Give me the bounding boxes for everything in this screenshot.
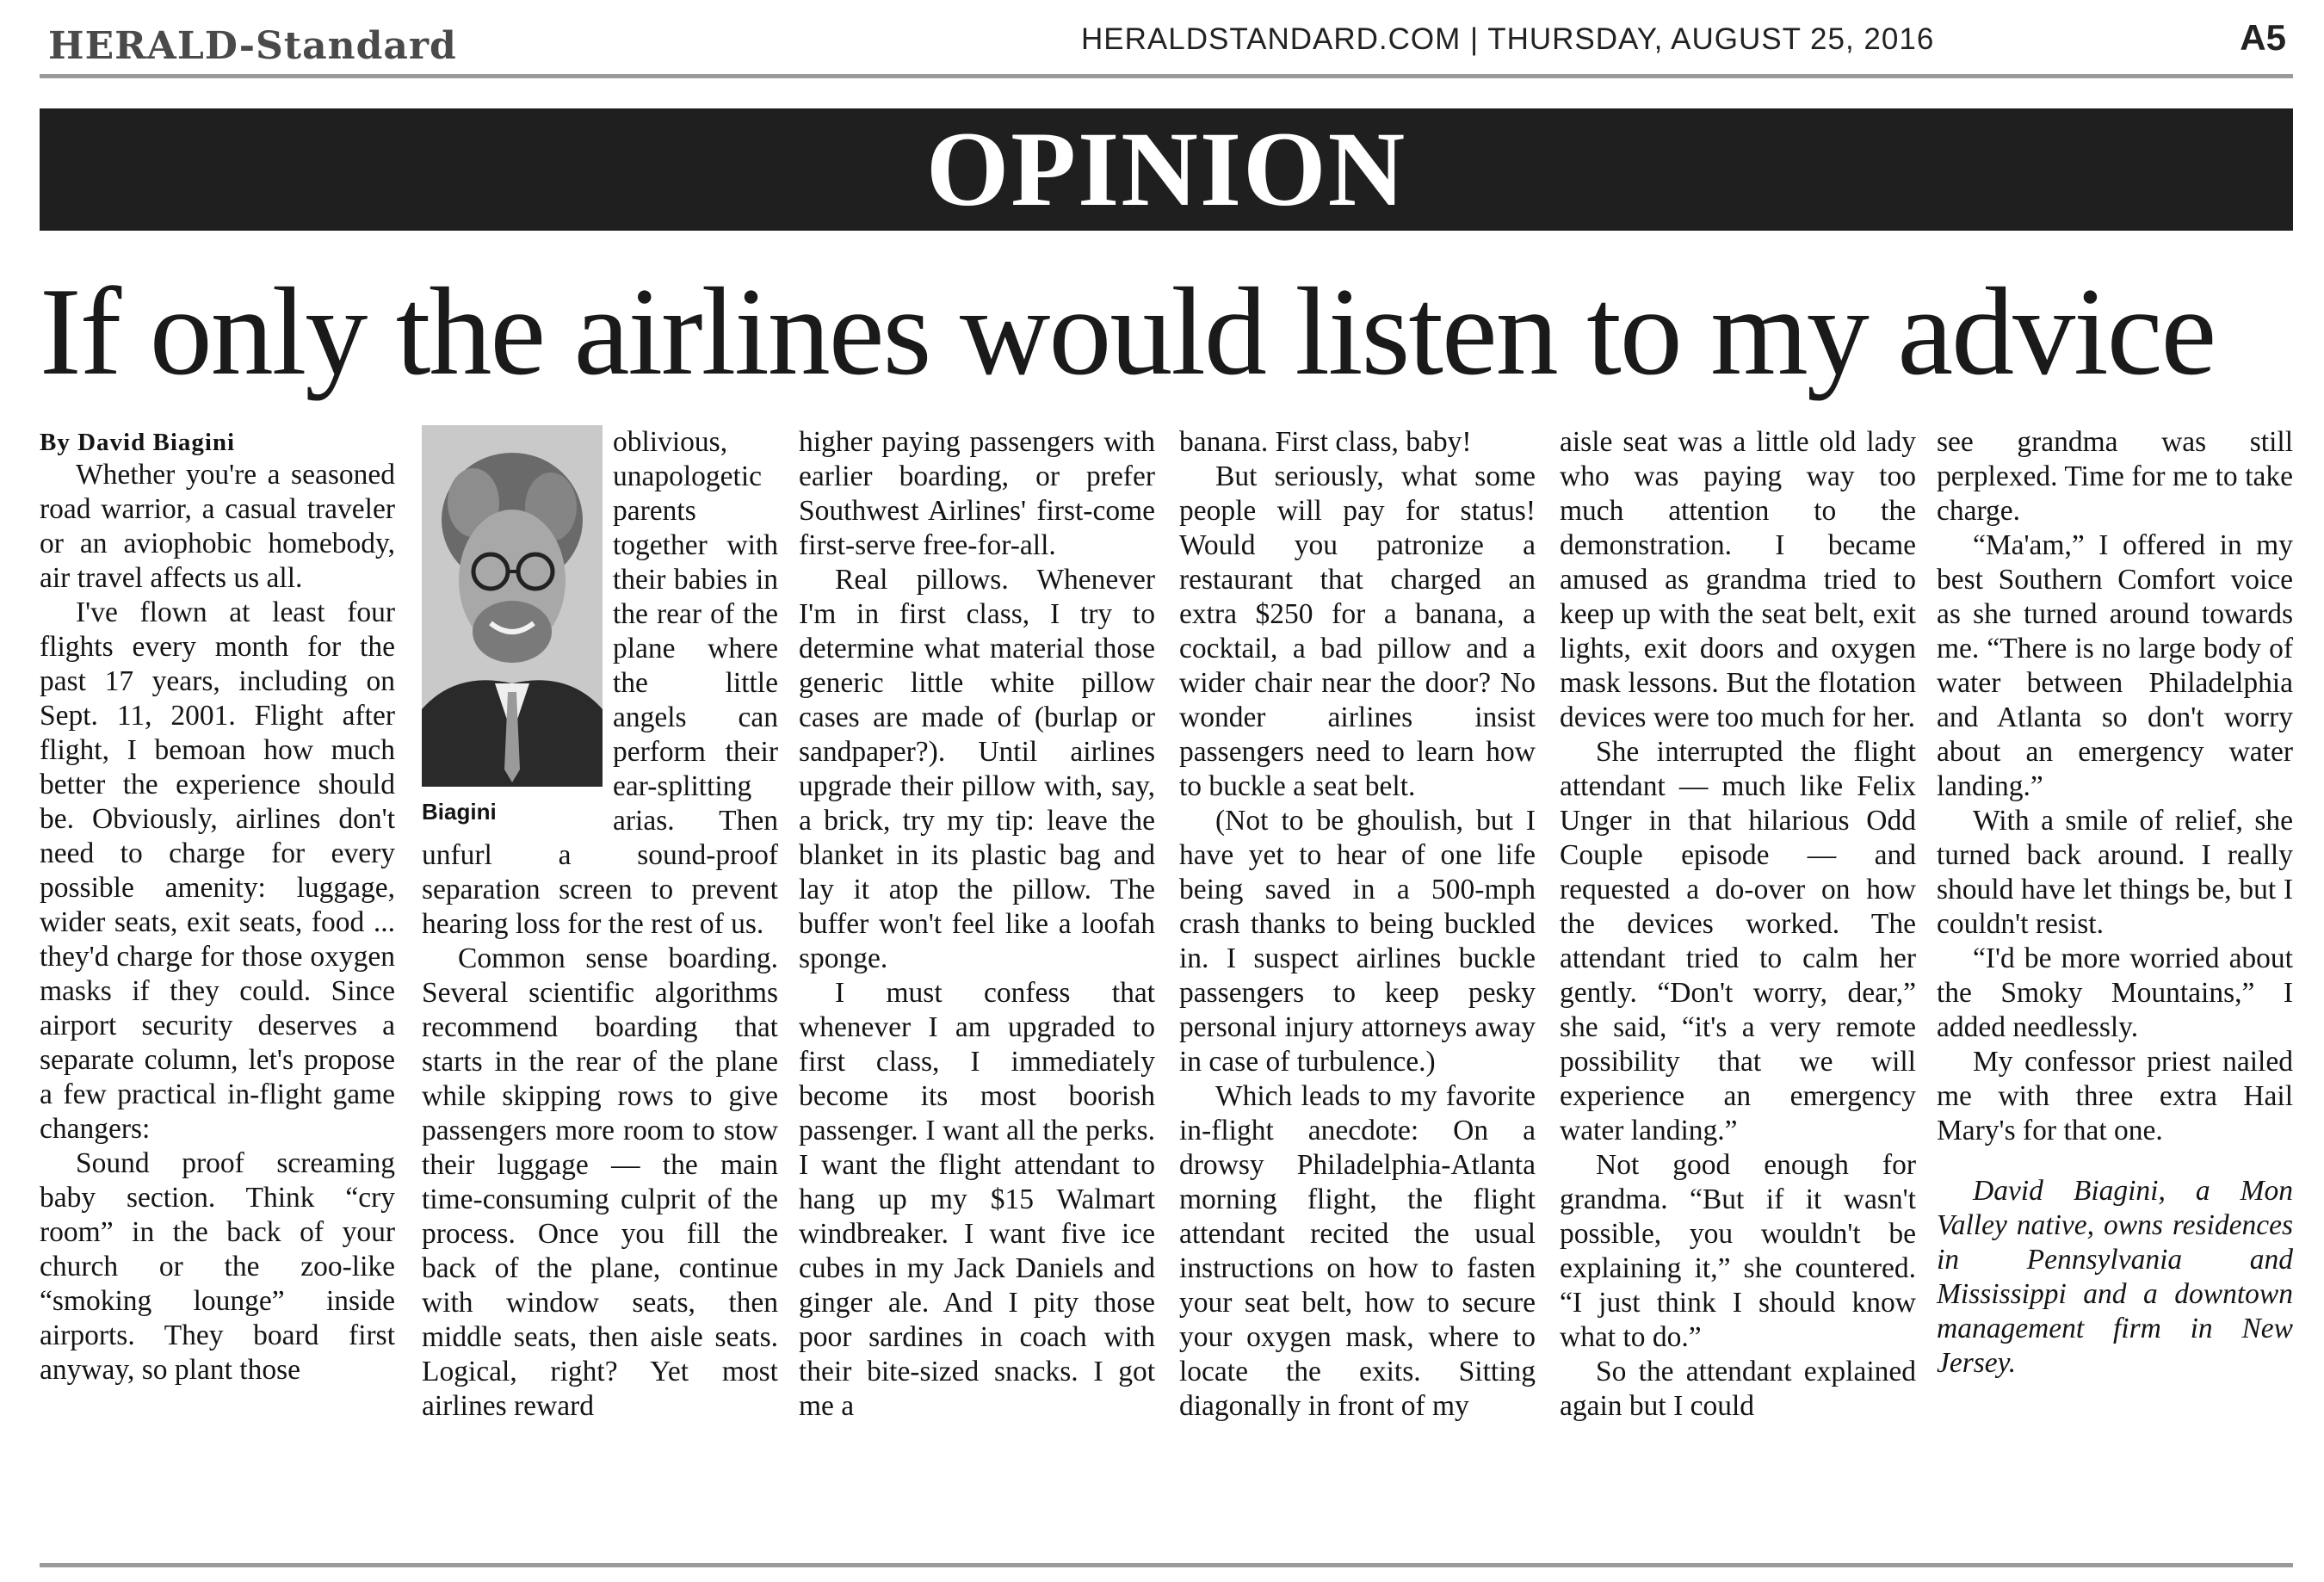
dateline: HERALDSTANDARD.COM | THURSDAY, AUGUST 25, 2016 <box>1081 22 1935 56</box>
paragraph: higher paying passengers with earlier boarding, or prefer Southwest Airlines' first-come first-serve free-for-all. <box>799 426 1155 561</box>
paragraph: Common sense boarding. Several scientific algorithms recommend boarding that starts in the rear of the plane while skipping rows to give passengers more room to stow their luggage — the main time-consuming culprit of the process. Once you fill the back of the plane, continue with window seats, then middle seats, then aisle seats. Logical, right? Yet most airlines reward <box>422 942 778 1422</box>
article-column-1 <box>40 425 395 1387</box>
newspaper-logo: HERALD-Standard <box>48 24 457 68</box>
paragraph: oblivious, unapologetic parents together with their babies in the rear of the plane where the little angels can perform their ear-splitting arias. Then unfurl a sound-proof separation screen to prevent hearing loss for the rest of us. <box>422 426 778 940</box>
article-column-3 <box>799 425 1155 1424</box>
paragraph: see grandma was still perplexed. Time for me to take charge. <box>1937 426 2293 527</box>
article-column-2 <box>422 425 778 1424</box>
paragraph: Not good enough for grandma. “But if it wasn't possible, you wouldn't be explaining it,” she countered. “I just think I should know what to do.” <box>1560 1149 1916 1353</box>
paragraph: Whether you're a seasoned road warrior, a casual traveler or an aviophobic homebody, air travel affects us all. <box>40 459 395 594</box>
paragraph: “Ma'am,” I offered in my best Southern Comfort voice as she turned around towards me. “There is no large body of water between Philadelphia and Atlanta so don't worry about an emergency water landing.” <box>1937 529 2293 802</box>
photo-caption: Biagini <box>422 799 497 825</box>
author-tagline: David Biagini, a Mon Valley native, owns residences in Pennsylvania and Mississippi and a downtown management firm in New Jersey. <box>1937 1175 2293 1379</box>
paragraph: With a smile of relief, she turned back around. I really should have let things be, but I couldn't resist. <box>1937 805 2293 940</box>
paragraph: I must confess that whenever I am upgraded to first class, I immediately become its most boorish passenger. I want all the perks. I want the flight attendant to hang up my $15 Walmart windbreaker. I want five ice cubes in my Jack Daniels and ginger ale. And I pity those poor sardines in coach with their bite-sized snacks. I got me a <box>799 977 1155 1422</box>
author-headshot-image <box>422 425 603 787</box>
paragraph: “I'd be more worried about the Smoky Mountains,” I added needlessly. <box>1937 942 2293 1043</box>
paragraph: Real pillows. Whenever I'm in first class, I try to determine what material those generic little white pillow cases are made of (burlap or sandpaper?). Until airlines upgrade their pillow with, say, a brick, try my tip: leave the blanket in its plastic bag and lay it atop the pillow. The buffer won't feel like a loofah sponge. <box>799 564 1155 974</box>
top-divider <box>40 74 2293 78</box>
author-photo-block <box>422 425 603 825</box>
article-headline: If only the airlines would listen to my advice <box>40 262 2216 401</box>
paragraph: Sound proof screaming baby section. Think “cry room” in the back of your church or the zoo-like “smoking lounge” inside airports. They board first anyway, so plant those <box>40 1147 395 1386</box>
paragraph: (Not to be ghoulish, but I have yet to hear of one life being saved in a 500-mph crash thanks to being buckled in. I suspect airlines buckle passengers to keep pesky personal injury attorneys away in case of turbulence.) <box>1179 805 1536 1078</box>
paragraph: She interrupted the flight attendant — much like Felix Unger in that hilarious Odd Couple episode — and requested a do-over on how the devices worked. The attendant tried to calm her gently. “Don't worry, dear,” she said, “it's a very remote possibility that we will experience an emergency water landing.” <box>1560 736 1916 1146</box>
byline: By David Biagini <box>40 429 236 456</box>
paragraph: aisle seat was a little old lady who was paying way too much attention to the demonstration. I became amused as grandma tried to keep up with the seat belt, exit lights, exit doors and oxygen mask lessons. But the flotation devices were too much for her. <box>1560 426 1916 733</box>
bottom-divider <box>40 1563 2293 1567</box>
paragraph: Which leads to my favorite in-flight anecdote: On a drowsy Philadelphia-Atlanta morning flight, the flight attendant recited the usual instructions on how to fasten your seat belt, how to secure your oxygen mask, where to locate the exits. Sitting diagonally in front of my <box>1179 1080 1536 1422</box>
paragraph: banana. First class, baby! <box>1179 426 1472 458</box>
paragraph: I've flown at least four flights every month for the past 17 years, including on Sept. 11, 2001. Flight after flight, I bemoan how much better the experience should be. Obviously, airlines don't need to charge for every possible amenity: luggage, wider seats, exit seats, food ... they'd charge for those oxygen masks if they could. Since airport security deserves a separate column, let's propose a few practical in-flight game changers: <box>40 596 395 1145</box>
article-column-5 <box>1560 425 1916 1424</box>
section-banner <box>40 108 2293 231</box>
paragraph: My confessor priest nailed me with three extra Hail Mary's for that one. <box>1937 1046 2293 1146</box>
page-number: A5 <box>2240 17 2286 58</box>
masthead <box>48 15 2286 76</box>
section-title: OPINION <box>925 110 1407 228</box>
paragraph: So the attendant explained again but I could <box>1560 1356 1916 1422</box>
article-column-4 <box>1179 425 1536 1424</box>
paragraph: But seriously, what some people will pay for status! Would you patronize a restaurant that charged an extra $250 for a banana, a cocktail, a bad pillow and a wider chair near the door? No wonder airlines insist passengers need to learn how to buckle a seat belt. <box>1179 460 1536 802</box>
article-column-6 <box>1937 425 2293 1381</box>
